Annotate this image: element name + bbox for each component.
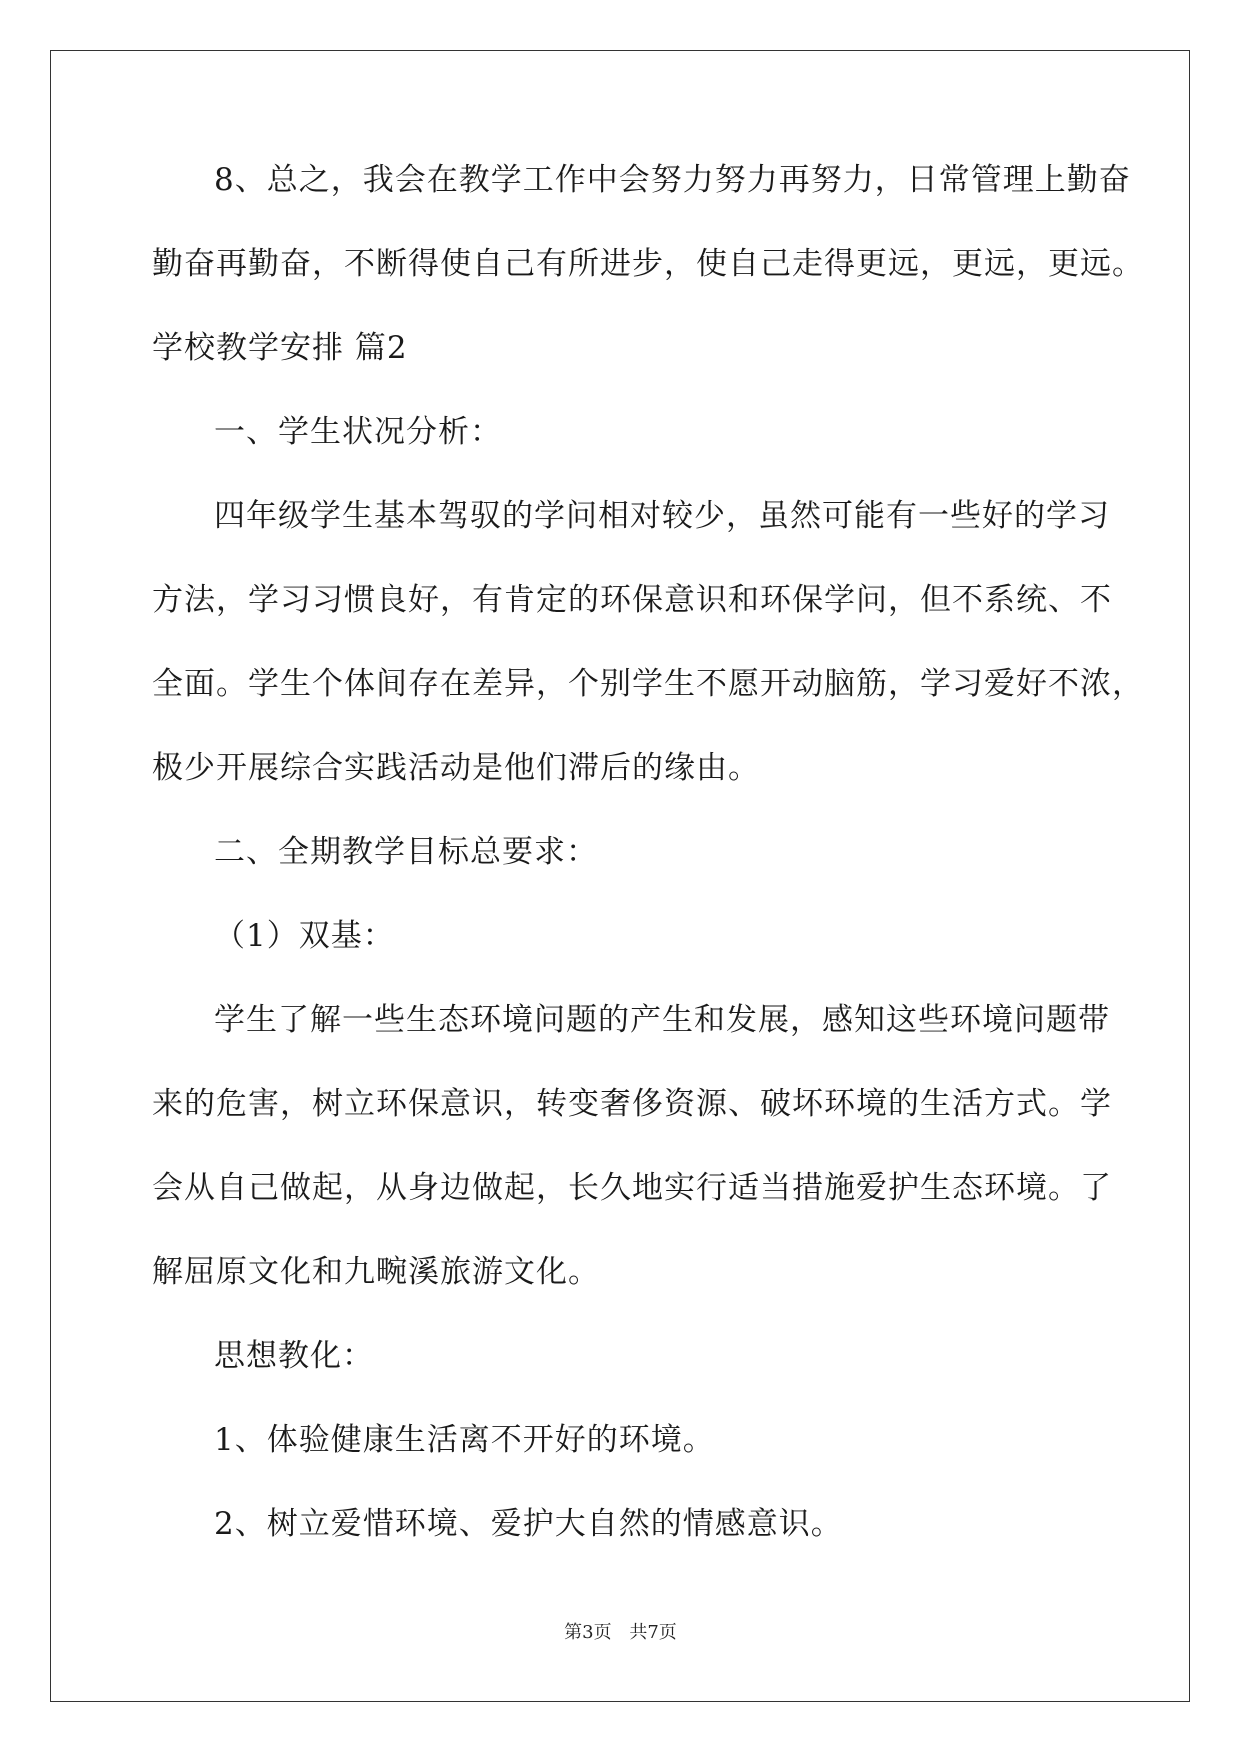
paragraph-line: 方法，学习习惯良好，有肯定的环保意识和环保学问，但不系统、不 [152, 582, 1112, 618]
subheading: 二、全期教学目标总要求： [214, 834, 598, 870]
paragraph-line: 来的危害，树立环保意识，转变奢侈资源、破坏环境的生活方式。学 [152, 1086, 1112, 1122]
paragraph-line: 勤奋再勤奋，不断得使自己有所进步，使自己走得更远，更远，更远。 [152, 246, 1144, 282]
page-number-current: 第3页 [564, 1622, 612, 1643]
page-number-total: 共7页 [629, 1622, 677, 1643]
paragraph-line: 解屈原文化和九畹溪旅游文化。 [152, 1254, 600, 1290]
paragraph-line: 8、总之，我会在教学工作中会努力努力再努力，日常管理上勤奋 [214, 162, 1131, 198]
subheading: （1）双基： [214, 918, 395, 954]
paragraph-line: 全面。学生个体间存在差异，个别学生不愿开动脑筋，学习爱好不浓， [152, 666, 1144, 702]
paragraph-line: 学生了解一些生态环境问题的产生和发展，感知这些环境问题带 [214, 1002, 1110, 1038]
section-heading: 学校教学安排 篇2 [152, 330, 408, 366]
document-body [152, 160, 1144, 1588]
page-footer [0, 1618, 1241, 1644]
list-item: 2、树立爱惜环境、爱护大自然的情感意识。 [214, 1506, 843, 1542]
paragraph-line: 极少开展综合实践活动是他们滞后的缘由。 [152, 750, 760, 786]
subheading: 一、学生状况分析： [214, 414, 502, 450]
paragraph-line: 四年级学生基本驾驭的学问相对较少，虽然可能有一些好的学习 [214, 498, 1110, 534]
list-item: 1、体验健康生活离不开好的环境。 [214, 1422, 715, 1458]
paragraph-line: 会从自己做起，从身边做起，长久地实行适当措施爱护生态环境。了 [152, 1170, 1112, 1206]
subheading: 思想教化： [214, 1338, 374, 1374]
